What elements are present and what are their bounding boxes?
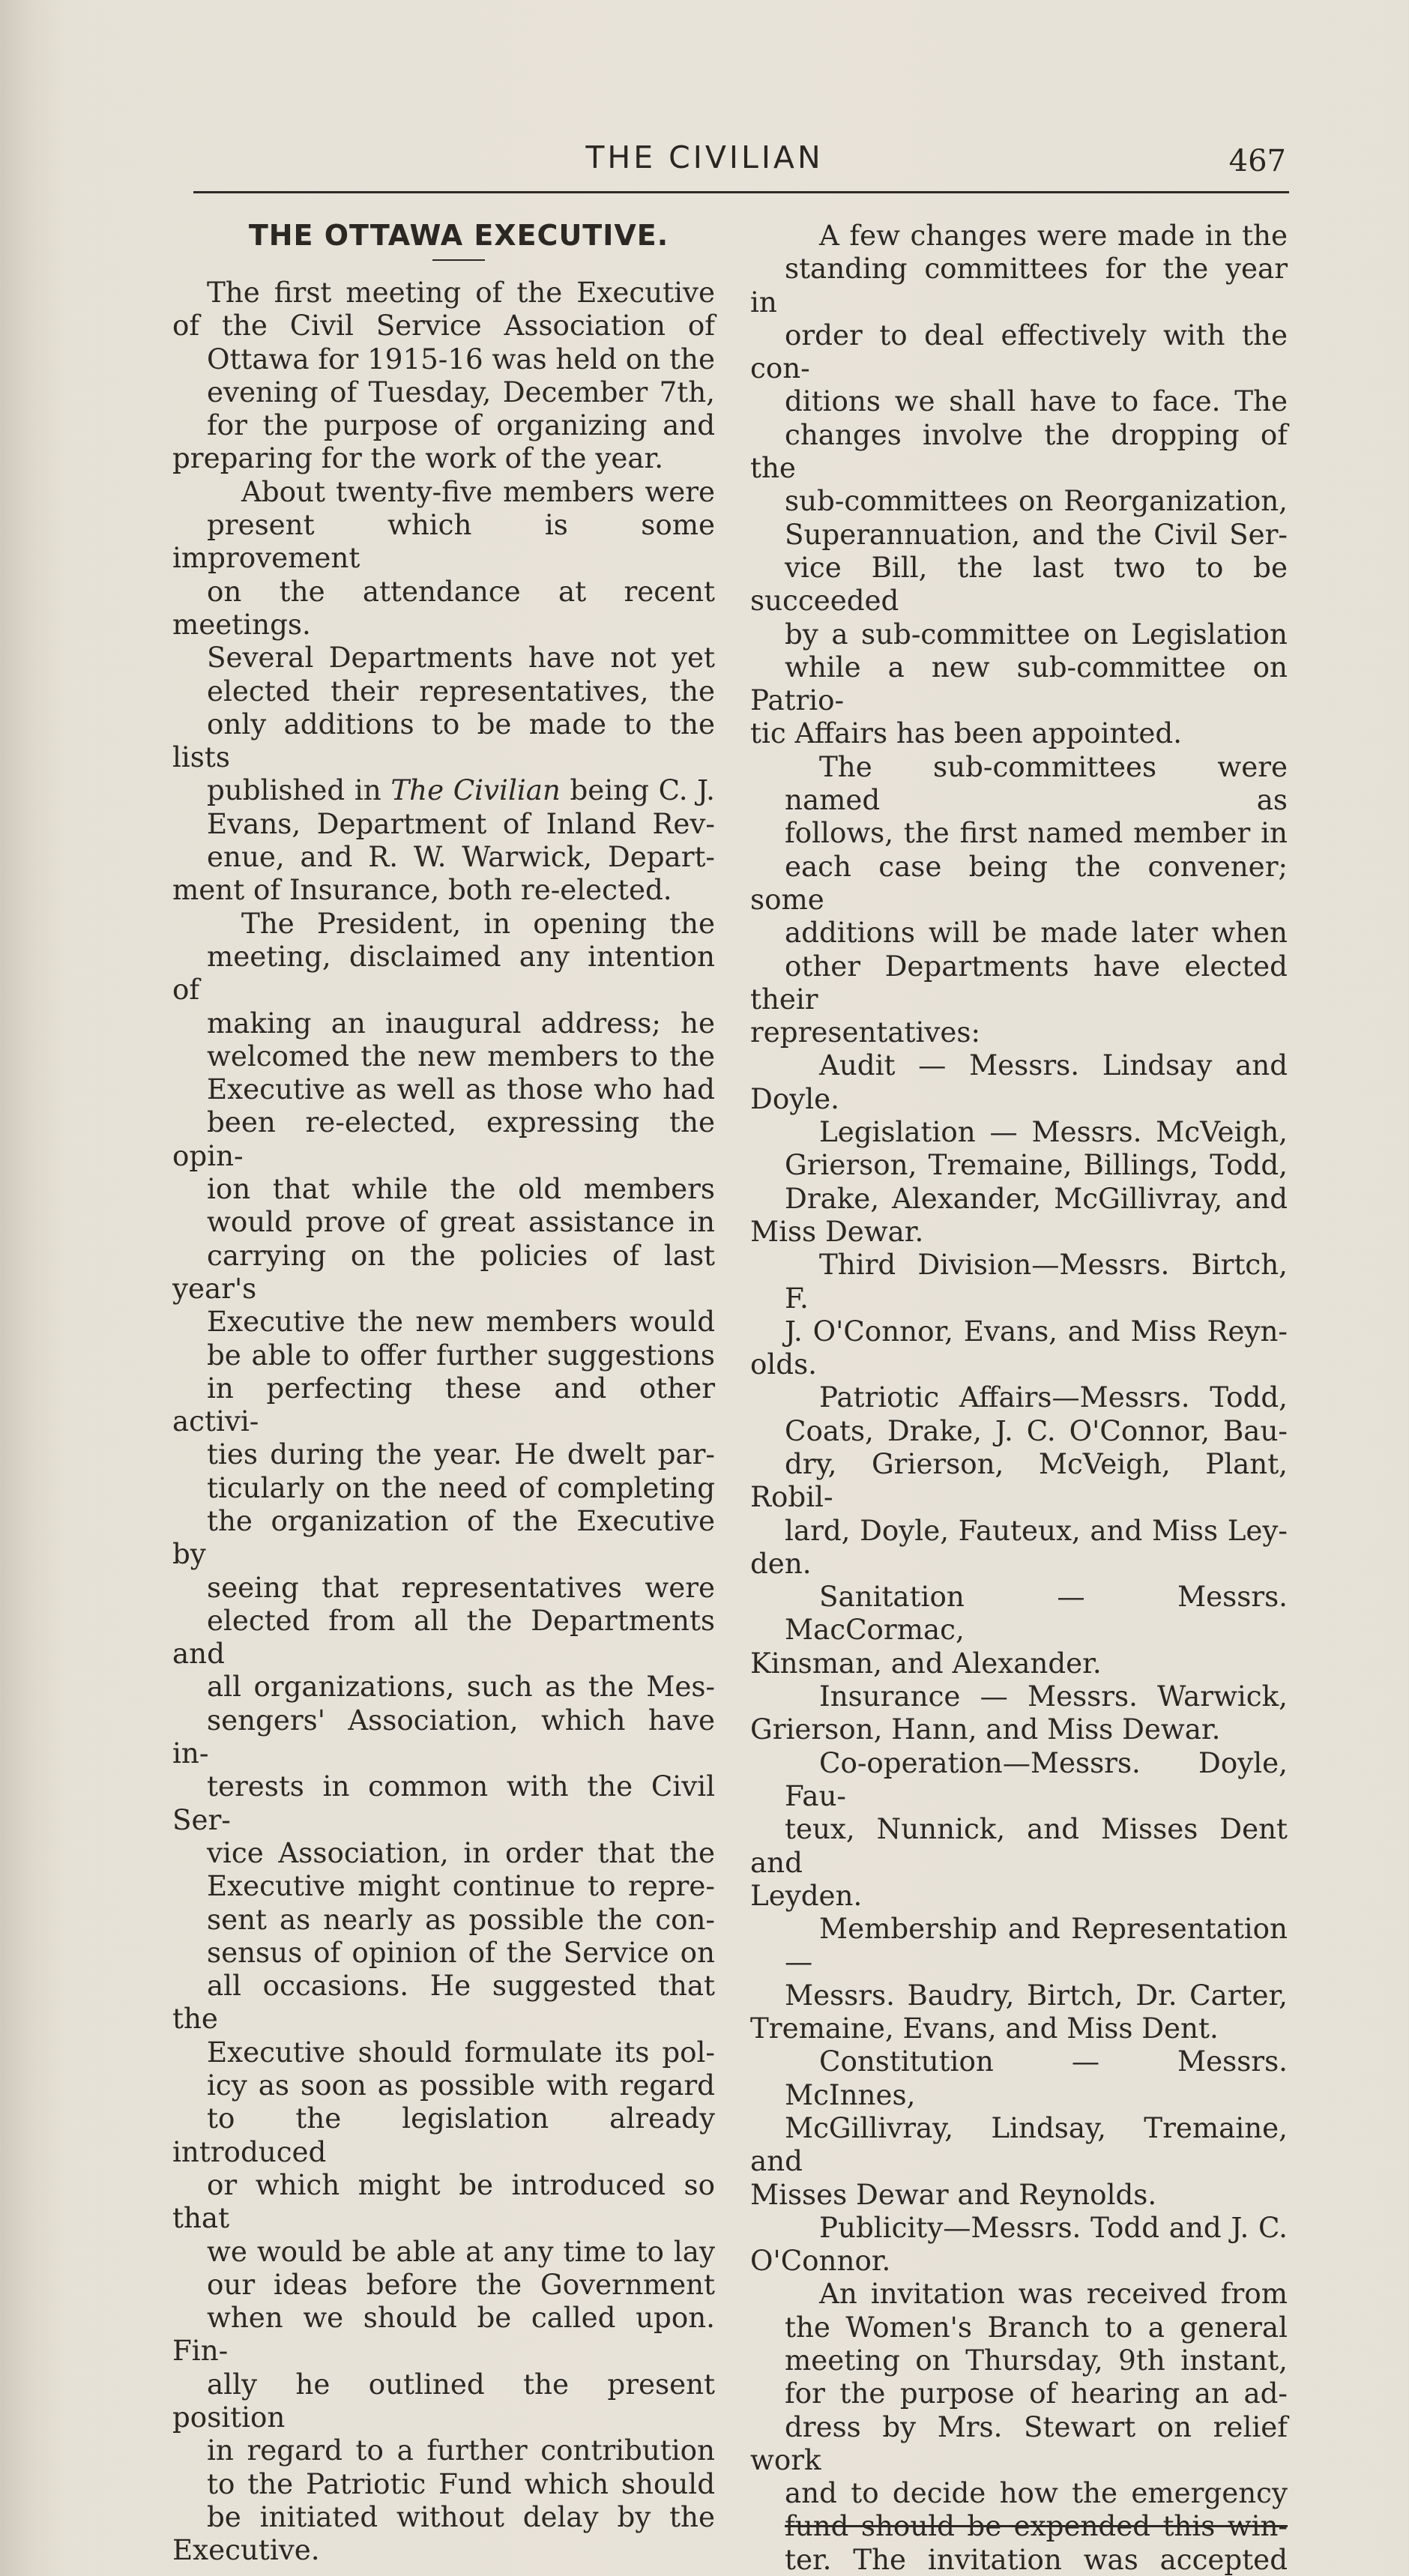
text-line: dry, Grierson, McVeigh, Plant, Robil- bbox=[750, 1447, 1288, 1514]
text-line: The sub-committees were named as bbox=[785, 749, 1288, 817]
text-line: of the Civil Service Association of bbox=[172, 309, 715, 343]
text-line: would prove of great assistance in bbox=[207, 1205, 715, 1239]
text-line: Leyden. bbox=[750, 1878, 863, 1912]
text-line: elected from all the Departments and bbox=[172, 1603, 715, 1671]
text-line: Coats, Drake, J. C. O'Connor, Bau- bbox=[785, 1414, 1288, 1447]
right-column bbox=[750, 219, 1288, 2576]
text-line: vice Association, in order that the bbox=[207, 1836, 715, 1869]
text-line: The President, in opening the bbox=[241, 906, 715, 940]
text-line: sub-committees on Reorganization, bbox=[785, 484, 1288, 518]
text-line: by a sub-committee on Legislation bbox=[785, 617, 1288, 651]
title-rule bbox=[432, 259, 485, 261]
text-line: Evans, Department of Inland Rev- bbox=[207, 806, 715, 840]
committee-patriotic-affairs bbox=[750, 1381, 1288, 1580]
text-line: changes involve the dropping of the bbox=[750, 417, 1288, 485]
text-line: the organization of the Executive by bbox=[172, 1503, 715, 1571]
text-line: Legislation — Messrs. McVeigh, bbox=[819, 1115, 1288, 1149]
text-line: ter. The invitation was accepted bbox=[785, 2542, 1288, 2576]
text-line: ditions we shall have to face. The bbox=[785, 384, 1288, 418]
text-line: Membership and Representation— bbox=[785, 1912, 1288, 1979]
text-line: standing committees for the year in bbox=[750, 252, 1288, 319]
text-line: Insurance — Messrs. Warwick, bbox=[819, 1680, 1288, 1713]
text-line: Grierson, Hann, and Miss Dewar. bbox=[750, 1713, 1221, 1746]
paragraph-changes bbox=[750, 219, 1288, 750]
text-line: Executive the new members would bbox=[207, 1305, 715, 1339]
text-line: all occasions. He suggested that the bbox=[172, 1969, 715, 2036]
text-line: be able to offer further suggestions bbox=[207, 1338, 715, 1372]
text-line: our ideas before the Government bbox=[207, 2267, 715, 2301]
paragraph-invitation bbox=[750, 2277, 1288, 2576]
text-line bbox=[172, 773, 715, 806]
committee-co-operation bbox=[750, 1746, 1288, 1912]
text-line: ment of Insurance, both re-elected. bbox=[172, 873, 672, 907]
text-line: meeting on Thursday, 9th instant, bbox=[785, 2344, 1288, 2377]
text-line: sensus of opinion of the Service on bbox=[207, 1935, 715, 1969]
committee-constitution bbox=[750, 2045, 1288, 2210]
text-line: meeting, disclaimed any intention of bbox=[172, 939, 715, 1007]
text-line: J. O'Connor, Evans, and Miss Reyn- bbox=[785, 1314, 1288, 1348]
text-line: Executive as well as those who had bbox=[207, 1073, 715, 1106]
text-line: Miss Dewar. bbox=[750, 1214, 924, 1248]
text-line: to the legislation already introduced bbox=[172, 2102, 715, 2168]
committee-insurance bbox=[750, 1680, 1288, 1746]
text-line: the Women's Branch to a general bbox=[785, 2310, 1288, 2344]
text-line: been re-elected, expressing the opin- bbox=[172, 1105, 715, 1172]
text-line: Patriotic Affairs—Messrs. Todd, bbox=[819, 1381, 1288, 1414]
text-line: Executive. bbox=[172, 2533, 320, 2567]
text-line: Co-operation—Messrs. Doyle, Fau- bbox=[785, 1746, 1288, 1812]
text-line: follows, the first named member in bbox=[785, 816, 1288, 850]
text-line: elected their representatives, the bbox=[207, 674, 715, 708]
text-line: we would be able at any time to lay bbox=[207, 2234, 715, 2268]
text-line: preparing for the work of the year. bbox=[172, 441, 664, 475]
text-line: Superannuation, and the Civil Ser- bbox=[785, 517, 1288, 551]
text-line: ties during the year. He dwelt par- bbox=[207, 1438, 715, 1471]
text-line: Grierson, Tremaine, Billings, Todd, bbox=[785, 1148, 1288, 1182]
article-title: THE OTTAWA EXECUTIVE. bbox=[248, 219, 669, 252]
text-line: ion that while the old members bbox=[207, 1172, 715, 1206]
text-line: McGillivray, Lindsay, Tremaine, and bbox=[750, 2111, 1288, 2178]
paragraph-attendance bbox=[172, 475, 715, 907]
header-rule bbox=[193, 191, 1289, 193]
text-line: all organizations, such as the Mes- bbox=[207, 1670, 715, 1704]
publication-name: The Civilian bbox=[390, 773, 561, 807]
text-line: Messrs. Baudry, Birtch, Dr. Carter, bbox=[785, 1978, 1288, 2012]
text-line: evening of Tuesday, December 7th, bbox=[207, 375, 715, 408]
committee-third-division bbox=[750, 1248, 1288, 1381]
text-line: terests in common with the Civil Ser- bbox=[172, 1770, 715, 1836]
text-line: Ottawa for 1915-16 was held on the bbox=[207, 342, 715, 375]
text-line: or which might be introduced so that bbox=[172, 2168, 715, 2235]
text-line: About twenty-five members were bbox=[241, 474, 715, 508]
text-line: The first meeting of the Executive bbox=[207, 276, 715, 309]
text-line: Publicity—Messrs. Todd and J. C. bbox=[819, 2210, 1288, 2244]
text-line: present which is some improvement bbox=[172, 508, 715, 575]
text-line: seeing that representatives were bbox=[207, 1570, 715, 1604]
text-line: olds. bbox=[750, 1348, 817, 1381]
committee-membership bbox=[750, 1912, 1288, 2045]
text-line: teux, Nunnick, and Misses Dent and bbox=[750, 1812, 1288, 1879]
text-line: dress by Mrs. Stewart on relief work bbox=[750, 2410, 1288, 2476]
text-line: Kinsman, and Alexander. bbox=[750, 1646, 1102, 1680]
text-line: den. bbox=[750, 1546, 812, 1580]
text-line: ticularly on the need of completing bbox=[207, 1471, 715, 1504]
text-line: icy as soon as possible with regard bbox=[207, 2069, 715, 2102]
text-line: Audit — Messrs. Lindsay and bbox=[819, 1049, 1288, 1082]
text-line: in regard to a further contribution bbox=[207, 2434, 715, 2467]
text-segment: being C. J. bbox=[570, 773, 716, 807]
text-line: in perfecting these and other activi- bbox=[172, 1371, 715, 1438]
text-line: ally he outlined the present position bbox=[172, 2367, 715, 2434]
text-line: An invitation was received from bbox=[819, 2277, 1288, 2311]
struck-text-line: fund should be expended this win- bbox=[785, 2509, 1288, 2543]
committee-publicity bbox=[750, 2211, 1288, 2278]
text-line: additions will be made later when bbox=[785, 916, 1288, 950]
committee-sanitation bbox=[750, 1580, 1288, 1680]
text-line: O'Connor. bbox=[750, 2244, 891, 2278]
text-line: on the attendance at recent meetings. bbox=[172, 574, 715, 641]
text-line: each case being the convener; some bbox=[750, 849, 1288, 916]
text-line: while a new sub-committee on Patrio- bbox=[750, 650, 1288, 717]
text-line: be initiated without delay by the bbox=[207, 2500, 715, 2533]
text-line: Executive should formulate its pol- bbox=[207, 2035, 715, 2069]
text-line: enue, and R. W. Warwick, Depart- bbox=[207, 840, 715, 874]
text-line: tic Affairs has been appointed. bbox=[750, 717, 1183, 750]
text-line: sent as nearly as possible the con- bbox=[207, 1902, 715, 1936]
text-line: and to decide how the emergency bbox=[785, 2476, 1288, 2510]
text-line: Constitution — Messrs. McInnes, bbox=[785, 2045, 1288, 2111]
text-line: sengers' Association, which have in- bbox=[172, 1703, 715, 1770]
text-line: for the purpose of hearing an ad- bbox=[785, 2377, 1288, 2410]
text-line: representatives: bbox=[750, 1016, 980, 1049]
text-line: Drake, Alexander, McGillivray, and bbox=[785, 1181, 1288, 1215]
text-line: Several Departments have not yet bbox=[207, 641, 715, 675]
text-line: for the purpose of organizing and bbox=[207, 408, 715, 442]
committee-legislation bbox=[750, 1115, 1288, 1248]
running-header-title: THE CIVILIAN bbox=[585, 139, 824, 175]
text-segment: published in bbox=[207, 773, 381, 807]
text-line: making an inaugural address; he bbox=[207, 1006, 715, 1040]
paragraph-sub-committees bbox=[750, 750, 1288, 1049]
text-line: carrying on the policies of last year's bbox=[172, 1238, 715, 1305]
text-line: other Departments have elected their bbox=[750, 949, 1288, 1016]
text-line: Sanitation — Messrs. MacCormac, bbox=[785, 1580, 1288, 1647]
text-line: Tremaine, Evans, and Miss Dent. bbox=[750, 2012, 1219, 2045]
text-line: vice Bill, the last two to be succeeded bbox=[750, 550, 1288, 618]
text-line: A few changes were made in the bbox=[819, 219, 1288, 252]
paragraph-first-meeting bbox=[172, 276, 715, 475]
page-number: 467 bbox=[1228, 144, 1286, 178]
text-line: Misses Dewar and Reynolds. bbox=[750, 2177, 1157, 2211]
text-line: only additions to be made to the lists bbox=[172, 707, 715, 774]
text-line: Executive might continue to repre- bbox=[207, 1869, 715, 1903]
text-line: Third Division—Messrs. Birtch, F. bbox=[785, 1248, 1288, 1315]
left-column bbox=[172, 219, 715, 2566]
text-line: order to deal effectively with the con- bbox=[750, 318, 1288, 385]
committee-audit bbox=[750, 1049, 1288, 1115]
text-line: lard, Doyle, Fauteux, and Miss Ley- bbox=[785, 1513, 1288, 1547]
text-line: Doyle. bbox=[750, 1082, 839, 1115]
text-line: to the Patriotic Fund which should bbox=[207, 2467, 715, 2500]
text-line: welcomed the new members to the bbox=[207, 1039, 715, 1073]
text-line: when we should be called upon. Fin- bbox=[172, 2301, 715, 2368]
paragraph-president bbox=[172, 907, 715, 2567]
